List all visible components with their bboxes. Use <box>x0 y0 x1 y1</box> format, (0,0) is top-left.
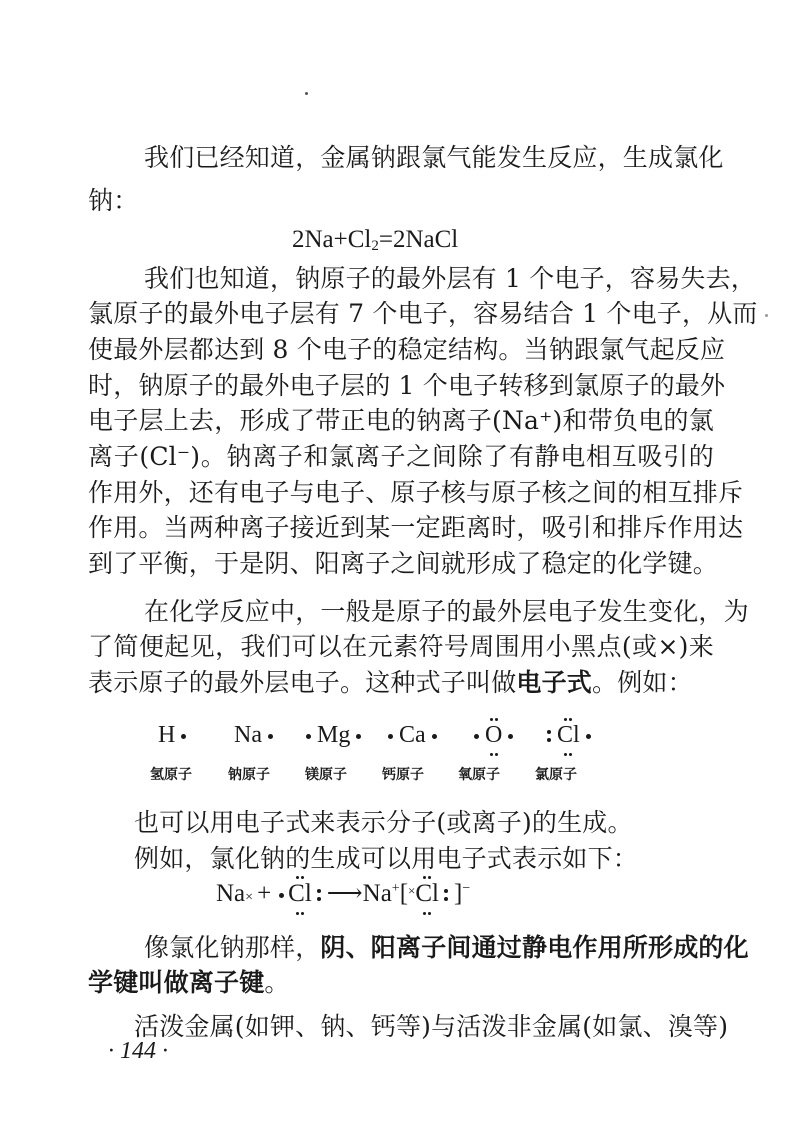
symbol: Na <box>234 722 262 748</box>
paragraph-1-line-1: 我们已经知道，金属钠跟氯气能发生反应，生成氯化 <box>144 143 724 172</box>
text: 。例如： <box>592 668 693 697</box>
charge-plus: + <box>391 881 400 896</box>
paragraph-2-line-6: 离子(Cl⁻)。钠离子和氯离子之间除了有静电相互吸引的 <box>88 442 714 471</box>
electron-pair-icon <box>295 912 305 916</box>
paragraph-5-line-1: 也可以用电子式来表示分子(或离子)的生成。 <box>134 808 633 837</box>
scan-speck <box>765 314 768 317</box>
cross-electron: × <box>245 890 254 905</box>
electron-dot-icon <box>432 734 437 739</box>
label-calcium: 钙原子 <box>382 767 424 783</box>
electron-pair-icon <box>547 729 552 743</box>
electron-formula-row <box>150 722 610 762</box>
equation-subscript: 2 <box>371 238 379 254</box>
electron-pair-icon <box>563 718 573 722</box>
symbol: O <box>485 722 503 748</box>
label-hydrogen: 氢原子 <box>150 767 192 783</box>
electron-dot-icon <box>388 734 393 739</box>
na-ion: Na <box>362 880 392 907</box>
paragraph-3-line-3 <box>88 666 714 700</box>
paragraph-2-line-2: 氯原子的最外电子层有 7 个电子，容易结合 1 个电子，从而 <box>88 299 758 328</box>
paragraph-3-line-1: 在化学反应中，一般是原子的最外层电子发生变化，为 <box>144 597 749 626</box>
charge-minus: − <box>462 881 471 896</box>
definition-ionic-bond: 阴、阳离子间通过静电作用所形成的化 <box>320 933 749 962</box>
symbol: Ca <box>399 722 426 748</box>
label-sodium: 钠原子 <box>228 767 270 783</box>
cl: Cl <box>415 880 439 907</box>
formula-mg <box>300 722 367 749</box>
text: 像氯化钠那样， <box>144 933 321 962</box>
cross-electron: × <box>408 883 416 898</box>
paragraph-1-line-2: 钠： <box>88 186 139 215</box>
text: 。 <box>264 968 290 997</box>
term-electron-formula: 电子式 <box>516 668 593 697</box>
electron-pair-icon <box>563 753 573 757</box>
cl: Cl <box>288 880 312 907</box>
formula-h <box>158 722 192 749</box>
electron-dot-icon <box>508 734 513 739</box>
paragraph-2-line-8: 作用。当两种离子接近到某一定距离时，吸引和排斥作用达 <box>88 513 744 542</box>
electron-dot-icon <box>268 734 273 739</box>
electron-dot-icon <box>356 734 361 739</box>
paragraph-5-line-2: 例如，氯化钠的生成可以用电子式表示如下： <box>134 844 639 873</box>
equation-lhs: 2Na+Cl <box>292 226 372 253</box>
paragraph-2-line-4: 时，钠原子的最外电子层的 1 个电子转移到氯原子的最外 <box>88 371 726 400</box>
label-magnesium: 镁原子 <box>305 767 347 783</box>
bracket-left: [ <box>399 880 409 907</box>
electron-pair-icon <box>489 753 499 757</box>
formula-na <box>234 722 279 749</box>
symbol: Cl <box>557 722 580 748</box>
cl-with-pairs <box>288 880 312 908</box>
paragraph-8-line-1: 活泼金属(如钾、钠、钙等)与活泼非金属(如氯、溴等) <box>134 1012 729 1041</box>
paragraph-2-line-7: 作用外，还有电子与电子、原子核与原子核之间的相互排斥 <box>88 478 744 507</box>
paragraph-2-line-3: 使最外层都达到 8 个电子的稳定结构。当钠跟氯气起反应 <box>88 335 726 364</box>
electron-dot-icon <box>181 734 186 739</box>
nacl-formation-equation <box>216 878 470 908</box>
electron-formula-labels <box>150 764 610 788</box>
paragraph-2-line-1: 我们也知道，钠原子的最外层有 1 个电子，容易失去， <box>144 264 757 293</box>
paragraph-7-line-2 <box>88 966 714 1000</box>
paragraph-2-line-9: 到了平衡，于是阴、阳离子之间就形成了稳定的化学键。 <box>88 549 719 578</box>
definition-ionic-bond: 学键叫做离子键 <box>88 968 265 997</box>
electron-dot-icon <box>306 734 311 739</box>
page-number: · 144 · <box>108 1038 168 1064</box>
electron-pair-icon <box>422 912 432 916</box>
electron-pair-icon <box>317 888 322 902</box>
bracket-right: ] <box>454 880 463 907</box>
scan-speck <box>305 92 308 95</box>
cl-with-pairs <box>415 880 439 908</box>
electron-pair-icon <box>422 876 432 880</box>
electron-pair-icon <box>489 718 499 722</box>
text: 表示原子的最外层电子。这种式子叫做 <box>88 668 517 697</box>
equation-rhs: =2NaCl <box>378 226 459 253</box>
symbol-with-pairs <box>557 722 580 749</box>
equation-nacl <box>292 226 458 255</box>
electron-pair-icon <box>444 888 449 902</box>
label-chlorine: 氯原子 <box>535 767 577 783</box>
arrow-icon: ⟶ <box>326 880 363 907</box>
symbol: Mg <box>317 722 351 748</box>
formula-ca <box>382 722 443 749</box>
plus: + <box>257 880 272 907</box>
electron-pair-icon <box>295 876 305 880</box>
electron-dot-icon <box>586 734 591 739</box>
formula-cl <box>542 722 597 749</box>
label-oxygen: 氧原子 <box>458 767 500 783</box>
na: Na <box>216 880 246 907</box>
electron-dot-icon <box>279 893 284 898</box>
symbol: H <box>158 722 176 748</box>
symbol-with-pairs <box>485 722 502 749</box>
electron-dot-icon <box>474 734 479 739</box>
paragraph-3-line-2: 了简便起见，我们可以在元素符号周围用小黑点(或×)来 <box>88 632 714 661</box>
paragraph-2-line-5: 电子层上去，形成了带正电的钠离子(Na⁺)和带负电的氯 <box>88 406 714 435</box>
formula-o <box>468 722 519 749</box>
paragraph-7-line-1 <box>144 931 749 965</box>
